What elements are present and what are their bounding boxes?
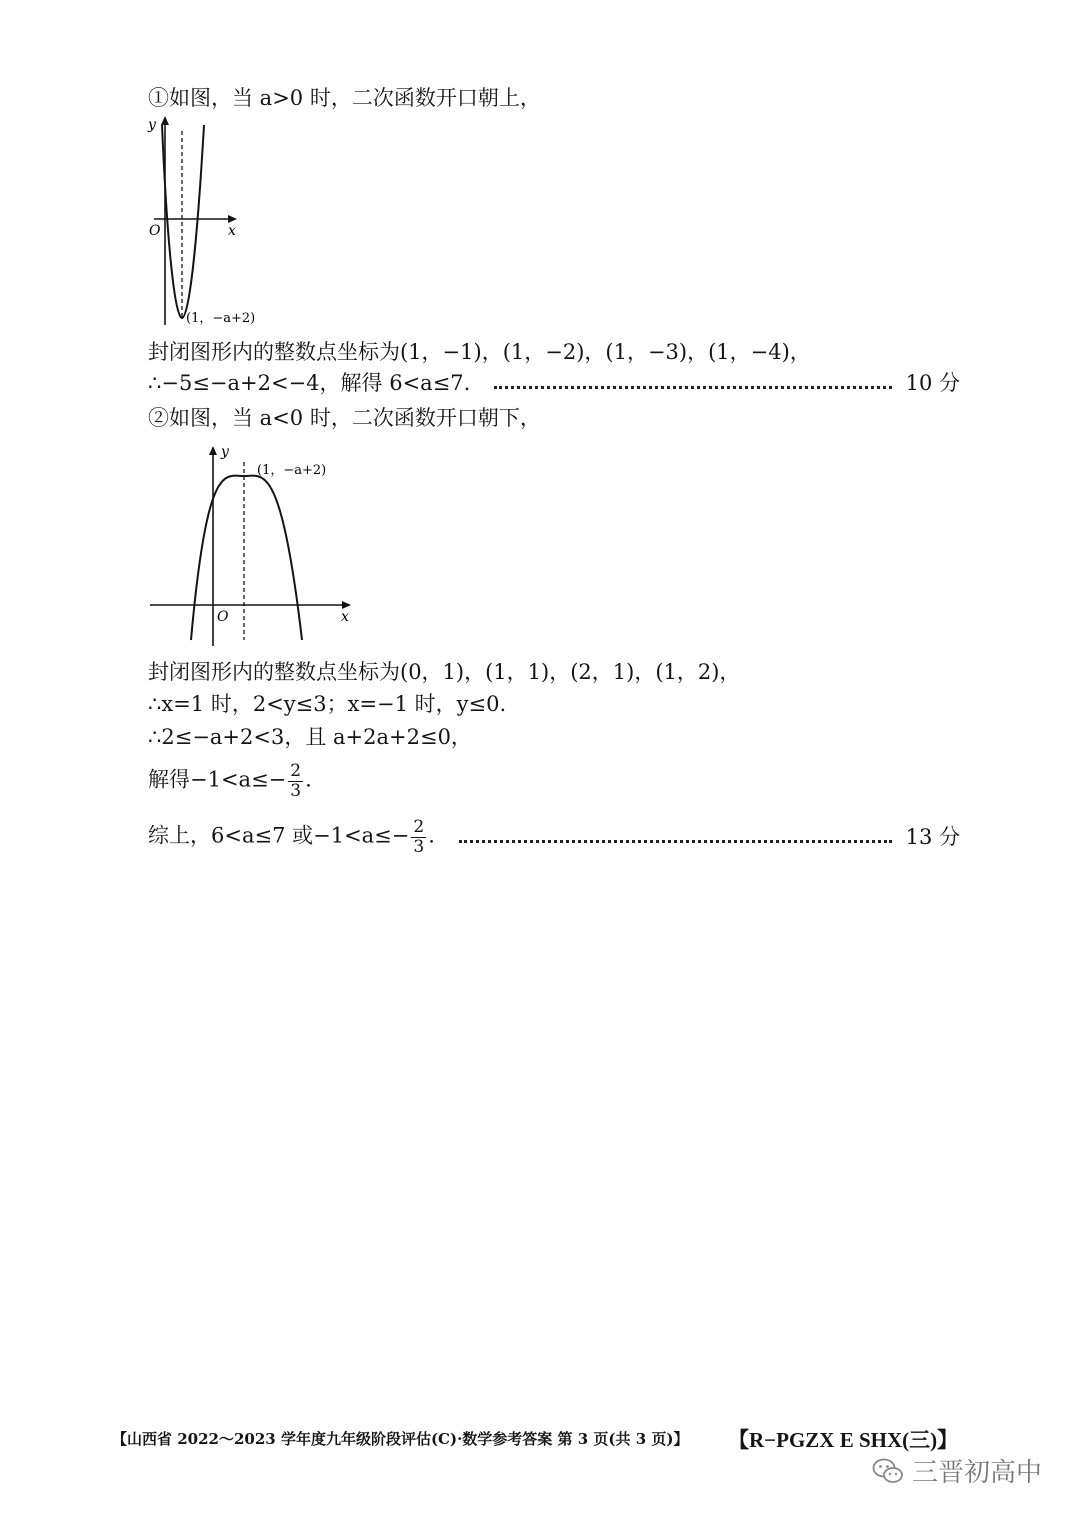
case2-points: 封闭图形内的整数点坐标为(0，1)，(1，1)，(2，1)，(1，2)， — [148, 660, 741, 684]
fraction — [411, 818, 426, 856]
case2-solution — [148, 762, 312, 800]
graph2-origin-label: O — [217, 609, 229, 625]
summary-score: 13 分 — [905, 824, 960, 849]
graph2-parabola — [191, 476, 302, 640]
leader-dots — [494, 386, 891, 389]
graph-case2 — [145, 440, 365, 650]
graph2-x-label: x — [341, 609, 349, 625]
case1-points: 封闭图形内的整数点坐标为(1，−1)，(1，−2)，(1，−3)，(1，−4)， — [148, 340, 811, 364]
case2-intro: ②如图，当 a<0 时，二次函数开口朝下， — [148, 406, 541, 430]
case2-solve-prefix: 解得−1<a≤− — [148, 767, 287, 792]
case2-inequality: ∴2≤−a+2<3，且 a+2a+2≤0， — [148, 725, 472, 749]
graph1-y-arrow — [161, 116, 169, 125]
watermark — [872, 1452, 1042, 1489]
page-footer: 【山西省 2022～2023 学年度九年级阶段评估(C)·数学参考答案 第 3 页(共 3 页)】 — [112, 1430, 689, 1448]
summary-prefix: 综上，6<a≤7 或−1<a≤− — [148, 823, 410, 848]
summary-text — [148, 818, 435, 856]
graph1-parabola — [162, 125, 204, 318]
graph-case1 — [140, 113, 270, 328]
wechat-icon — [872, 1457, 904, 1485]
case2-solve-suffix: . — [305, 767, 312, 792]
case1-result-row — [148, 373, 960, 394]
graph1-vertex-label: (1，−a+2) — [186, 311, 256, 326]
fraction-denominator: 3 — [290, 780, 302, 801]
fraction-denominator: 3 — [413, 836, 425, 857]
graph2-y-label: y — [221, 444, 229, 460]
watermark-text: 三晋初高中 — [912, 1458, 1043, 1488]
summary-suffix: . — [428, 823, 435, 848]
leader-dots — [459, 840, 892, 843]
fraction-numerator: 2 — [413, 817, 425, 837]
graph1-x-arrow — [228, 215, 237, 223]
graph2-vertex-label: (1，−a+2) — [257, 463, 327, 478]
case1-result: ∴−5≤−a+2<−4，解得 6<a≤7. — [148, 371, 471, 395]
graph1-x-label: x — [228, 223, 236, 239]
case2-condition: ∴x=1 时，2<y≤3；x=−1 时，y≤0. — [148, 692, 507, 716]
graph2-x-arrow — [342, 601, 351, 609]
graph2-y-arrow — [209, 446, 217, 455]
graph1-y-label: y — [148, 117, 156, 133]
fraction-numerator: 2 — [290, 761, 302, 781]
graph1-origin-label: O — [149, 223, 161, 239]
case1-intro: ①如图，当 a>0 时，二次函数开口朝上， — [148, 86, 541, 110]
summary-row — [148, 818, 960, 856]
exam-code: 【R−PGZX E SHX(三)】 — [728, 1428, 959, 1452]
fraction — [288, 762, 303, 800]
case1-score: 10 分 — [905, 371, 960, 395]
